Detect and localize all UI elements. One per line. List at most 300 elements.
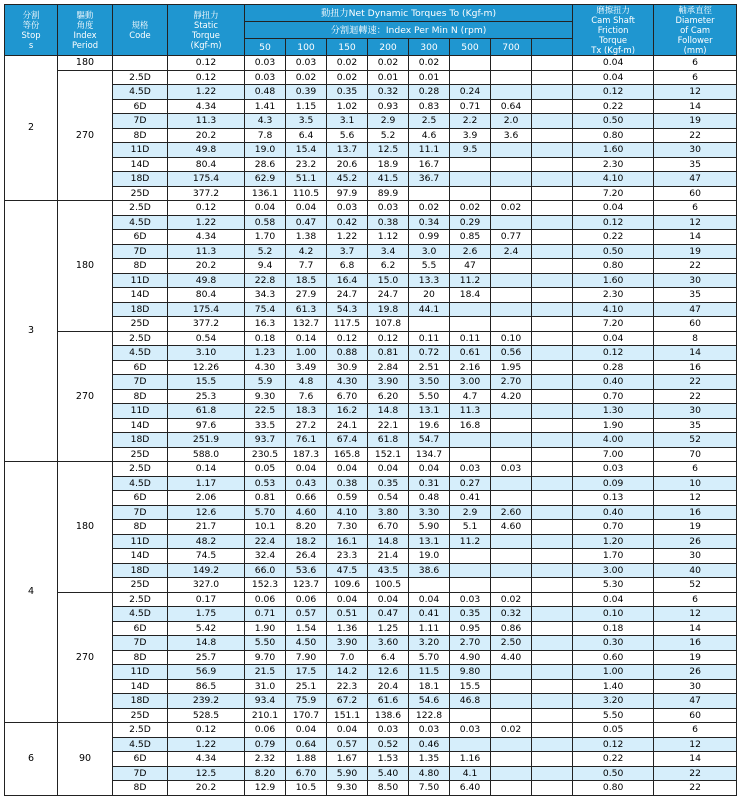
- value-cell: 18.2: [286, 534, 327, 549]
- value-cell: 89.9: [368, 186, 409, 201]
- value-cell: 3.4: [368, 244, 409, 259]
- value-cell: 5.6: [327, 128, 368, 143]
- value-cell: [532, 737, 573, 752]
- value-cell: 0.02: [491, 201, 532, 216]
- value-cell: 9.30: [245, 389, 286, 404]
- value-cell: 12.5: [368, 143, 409, 158]
- value-cell: [532, 534, 573, 549]
- value-cell: 4.34: [168, 752, 245, 767]
- value-cell: 34.3: [245, 288, 286, 303]
- header-rpm-300: 300: [409, 39, 450, 56]
- value-cell: 251.9: [168, 433, 245, 448]
- table-row: [5, 56, 737, 71]
- table-row: [5, 766, 737, 781]
- value-cell: 6.40: [450, 781, 491, 796]
- value-cell: [532, 99, 573, 114]
- value-cell: 18.1: [409, 679, 450, 694]
- code-cell: 8D: [113, 781, 168, 796]
- value-cell: 5.70: [409, 650, 450, 665]
- header-static-torque: 靜扭力 Static Torque (Kgf-m): [168, 5, 245, 56]
- value-cell: 30: [654, 143, 737, 158]
- value-cell: 32.4: [245, 549, 286, 564]
- value-cell: 19.6: [409, 418, 450, 433]
- value-cell: 0.79: [245, 737, 286, 752]
- value-cell: 21.7: [168, 520, 245, 535]
- value-cell: 4.7: [450, 389, 491, 404]
- value-cell: 60: [654, 708, 737, 723]
- value-cell: 8.50: [368, 781, 409, 796]
- value-cell: 17.5: [286, 665, 327, 680]
- value-cell: 0.04: [573, 331, 654, 346]
- value-cell: 0.12: [573, 85, 654, 100]
- index-period-cell: 180: [58, 56, 113, 71]
- table-row: [5, 578, 737, 593]
- table-row: [5, 781, 737, 796]
- value-cell: [450, 578, 491, 593]
- value-cell: 20.4: [368, 679, 409, 694]
- value-cell: 6.70: [327, 389, 368, 404]
- table-row: [5, 534, 737, 549]
- value-cell: 0.12: [168, 723, 245, 738]
- value-cell: [532, 766, 573, 781]
- value-cell: [532, 679, 573, 694]
- value-cell: 0.11: [409, 331, 450, 346]
- value-cell: 0.04: [286, 462, 327, 477]
- value-cell: [450, 186, 491, 201]
- value-cell: 230.5: [245, 447, 286, 462]
- value-cell: 1.54: [286, 621, 327, 636]
- code-cell: 14D: [113, 679, 168, 694]
- value-cell: 132.7: [286, 317, 327, 332]
- value-cell: [491, 549, 532, 564]
- code-cell: 8D: [113, 128, 168, 143]
- value-cell: 6: [654, 462, 737, 477]
- value-cell: [491, 766, 532, 781]
- value-cell: 0.38: [368, 215, 409, 230]
- value-cell: 1.23: [245, 346, 286, 361]
- value-cell: 22.3: [327, 679, 368, 694]
- table-row: [5, 172, 737, 187]
- value-cell: 6: [654, 201, 737, 216]
- value-cell: 0.29: [450, 215, 491, 230]
- value-cell: [491, 317, 532, 332]
- table-row: [5, 114, 737, 129]
- value-cell: [450, 563, 491, 578]
- value-cell: 0.03: [368, 201, 409, 216]
- value-cell: 26.4: [286, 549, 327, 564]
- value-cell: 0.77: [491, 230, 532, 245]
- value-cell: 0.18: [573, 621, 654, 636]
- value-cell: [532, 230, 573, 245]
- table-row: [5, 447, 737, 462]
- value-cell: [532, 215, 573, 230]
- value-cell: 1.90: [245, 621, 286, 636]
- table-row: [5, 433, 737, 448]
- table-row: [5, 723, 737, 738]
- value-cell: [491, 259, 532, 274]
- value-cell: 0.12: [573, 737, 654, 752]
- value-cell: 123.7: [286, 578, 327, 593]
- value-cell: 5.70: [245, 505, 286, 520]
- value-cell: 1.90: [573, 418, 654, 433]
- value-cell: 2.06: [168, 491, 245, 506]
- value-cell: 152.3: [245, 578, 286, 593]
- value-cell: 7.90: [286, 650, 327, 665]
- code-cell: 7D: [113, 636, 168, 651]
- value-cell: [491, 302, 532, 317]
- value-cell: 31.0: [245, 679, 286, 694]
- value-cell: 14.8: [368, 404, 409, 419]
- value-cell: 76.1: [286, 433, 327, 448]
- code-cell: 18D: [113, 563, 168, 578]
- code-cell: 7D: [113, 114, 168, 129]
- table-row: [5, 85, 737, 100]
- value-cell: 3.90: [327, 636, 368, 651]
- value-cell: 0.01: [409, 70, 450, 85]
- value-cell: 18.5: [286, 273, 327, 288]
- table-row: [5, 752, 737, 767]
- value-cell: 1.38: [286, 230, 327, 245]
- value-cell: 60: [654, 317, 737, 332]
- value-cell: [532, 56, 573, 71]
- value-cell: [532, 128, 573, 143]
- code-cell: 2.5D: [113, 201, 168, 216]
- value-cell: 24.7: [368, 288, 409, 303]
- value-cell: [532, 157, 573, 172]
- value-cell: 3.50: [409, 375, 450, 390]
- value-cell: [532, 607, 573, 622]
- stops-cell: 2: [5, 56, 58, 201]
- value-cell: 0.66: [286, 491, 327, 506]
- value-cell: 0.46: [409, 737, 450, 752]
- value-cell: 1.60: [573, 143, 654, 158]
- value-cell: [532, 317, 573, 332]
- value-cell: 40: [654, 563, 737, 578]
- value-cell: 22.4: [245, 534, 286, 549]
- value-cell: 107.8: [368, 317, 409, 332]
- value-cell: [532, 201, 573, 216]
- value-cell: 0.03: [450, 462, 491, 477]
- value-cell: 0.12: [168, 70, 245, 85]
- value-cell: 3.80: [368, 505, 409, 520]
- value-cell: 0.02: [327, 70, 368, 85]
- value-cell: 4.20: [491, 389, 532, 404]
- value-cell: 0.03: [450, 592, 491, 607]
- value-cell: 0.09: [573, 476, 654, 491]
- value-cell: [532, 404, 573, 419]
- code-cell: 11D: [113, 404, 168, 419]
- value-cell: 97.6: [168, 418, 245, 433]
- table-row: [5, 346, 737, 361]
- value-cell: 0.12: [168, 56, 245, 71]
- value-cell: 35: [654, 288, 737, 303]
- value-cell: 56.9: [168, 665, 245, 680]
- value-cell: 0.60: [573, 650, 654, 665]
- value-cell: 0.32: [491, 607, 532, 622]
- value-cell: [491, 288, 532, 303]
- value-cell: 0.03: [573, 462, 654, 477]
- value-cell: 5.2: [368, 128, 409, 143]
- value-cell: 54.3: [327, 302, 368, 317]
- value-cell: 0.27: [450, 476, 491, 491]
- value-cell: 0.85: [450, 230, 491, 245]
- value-cell: 0.50: [573, 244, 654, 259]
- value-cell: [491, 186, 532, 201]
- value-cell: 1.00: [286, 346, 327, 361]
- value-cell: 0.02: [409, 56, 450, 71]
- value-cell: 14.8: [168, 636, 245, 651]
- value-cell: 175.4: [168, 302, 245, 317]
- value-cell: 25.1: [286, 679, 327, 694]
- value-cell: [491, 447, 532, 462]
- value-cell: 22: [654, 259, 737, 274]
- value-cell: 0.48: [409, 491, 450, 506]
- value-cell: 11.2: [450, 534, 491, 549]
- stops-cell: 4: [5, 462, 58, 723]
- value-cell: 19.8: [368, 302, 409, 317]
- value-cell: 33.5: [245, 418, 286, 433]
- code-cell: 25D: [113, 317, 168, 332]
- value-cell: [450, 302, 491, 317]
- code-cell: 6D: [113, 230, 168, 245]
- value-cell: 117.5: [327, 317, 368, 332]
- code-cell: 25D: [113, 578, 168, 593]
- value-cell: 61.8: [168, 404, 245, 419]
- value-cell: 67.2: [327, 694, 368, 709]
- value-cell: 1.22: [327, 230, 368, 245]
- value-cell: 2.9: [450, 505, 491, 520]
- value-cell: [450, 157, 491, 172]
- table-row: [5, 491, 737, 506]
- value-cell: 0.03: [409, 723, 450, 738]
- value-cell: 35: [654, 157, 737, 172]
- value-cell: 43.5: [368, 563, 409, 578]
- value-cell: [532, 375, 573, 390]
- value-cell: [532, 563, 573, 578]
- index-period-cell: 270: [58, 592, 113, 723]
- value-cell: 4.3: [245, 114, 286, 129]
- header-friction-torque: 磨擦扭力 Cam Shaft Friction Torque Tx (Kgf-m): [573, 5, 654, 56]
- value-cell: 11.3: [168, 114, 245, 129]
- value-cell: 528.5: [168, 708, 245, 723]
- value-cell: 49.8: [168, 143, 245, 158]
- value-cell: 0.04: [245, 201, 286, 216]
- value-cell: 175.4: [168, 172, 245, 187]
- value-cell: [532, 346, 573, 361]
- value-cell: 152.1: [368, 447, 409, 462]
- code-cell: 8D: [113, 650, 168, 665]
- value-cell: [450, 737, 491, 752]
- value-cell: 16.7: [409, 157, 450, 172]
- value-cell: 1.40: [573, 679, 654, 694]
- value-cell: 0.03: [450, 723, 491, 738]
- value-cell: 20.6: [327, 157, 368, 172]
- value-cell: 0.06: [286, 592, 327, 607]
- value-cell: 0.06: [245, 592, 286, 607]
- table-row: [5, 215, 737, 230]
- value-cell: 3.9: [450, 128, 491, 143]
- value-cell: [491, 85, 532, 100]
- header-rpm-500: 500: [450, 39, 491, 56]
- table-row: [5, 317, 737, 332]
- value-cell: 8.20: [286, 520, 327, 535]
- header-code: 規格 Code: [113, 5, 168, 56]
- value-cell: 0.04: [327, 462, 368, 477]
- value-cell: [491, 215, 532, 230]
- value-cell: 3.1: [327, 114, 368, 129]
- value-cell: 0.52: [368, 737, 409, 752]
- value-cell: 0.39: [286, 85, 327, 100]
- value-cell: 165.8: [327, 447, 368, 462]
- value-cell: 0.05: [573, 723, 654, 738]
- value-cell: 6: [654, 723, 737, 738]
- table-row: [5, 563, 737, 578]
- value-cell: 0.34: [409, 215, 450, 230]
- value-cell: 1.30: [573, 404, 654, 419]
- value-cell: [532, 476, 573, 491]
- value-cell: 54.6: [409, 694, 450, 709]
- value-cell: [491, 563, 532, 578]
- value-cell: 0.03: [286, 56, 327, 71]
- value-cell: 0.93: [368, 99, 409, 114]
- value-cell: [532, 143, 573, 158]
- header-rpm-150: 150: [327, 39, 368, 56]
- value-cell: 0.38: [327, 476, 368, 491]
- value-cell: 2.9: [368, 114, 409, 129]
- value-cell: 26: [654, 665, 737, 680]
- value-cell: 7.50: [409, 781, 450, 796]
- value-cell: [532, 244, 573, 259]
- value-cell: 0.02: [491, 723, 532, 738]
- value-cell: 41.5: [368, 172, 409, 187]
- value-cell: 0.04: [368, 462, 409, 477]
- value-cell: 7.00: [573, 447, 654, 462]
- value-cell: 22: [654, 375, 737, 390]
- value-cell: 4.10: [573, 172, 654, 187]
- header-rpm-200: 200: [368, 39, 409, 56]
- value-cell: 4.8: [286, 375, 327, 390]
- value-cell: 0.22: [573, 752, 654, 767]
- value-cell: 0.30: [573, 636, 654, 651]
- value-cell: 0.03: [368, 723, 409, 738]
- table-row: [5, 157, 737, 172]
- code-cell: 2.5D: [113, 70, 168, 85]
- value-cell: 20.2: [168, 259, 245, 274]
- value-cell: 26: [654, 534, 737, 549]
- value-cell: 12.26: [168, 360, 245, 375]
- value-cell: [450, 549, 491, 564]
- value-cell: 74.5: [168, 549, 245, 564]
- value-cell: 2.16: [450, 360, 491, 375]
- value-cell: 0.12: [168, 201, 245, 216]
- value-cell: [491, 665, 532, 680]
- value-cell: 20.2: [168, 128, 245, 143]
- value-cell: 47.5: [327, 563, 368, 578]
- value-cell: 67.4: [327, 433, 368, 448]
- value-cell: 327.0: [168, 578, 245, 593]
- value-cell: [532, 186, 573, 201]
- value-cell: 4.10: [573, 302, 654, 317]
- value-cell: 70: [654, 447, 737, 462]
- value-cell: 136.1: [245, 186, 286, 201]
- header-rpm-blank: [532, 39, 573, 56]
- value-cell: 0.50: [573, 114, 654, 129]
- table-row: [5, 621, 737, 636]
- value-cell: 0.40: [573, 375, 654, 390]
- value-cell: 6.4: [286, 128, 327, 143]
- value-cell: 110.5: [286, 186, 327, 201]
- value-cell: [491, 433, 532, 448]
- value-cell: 3.00: [573, 563, 654, 578]
- value-cell: 0.02: [327, 56, 368, 71]
- value-cell: 0.32: [368, 85, 409, 100]
- value-cell: 1.70: [245, 230, 286, 245]
- value-cell: 14.8: [368, 534, 409, 549]
- header-rpm-50: 50: [245, 39, 286, 56]
- value-cell: 45.2: [327, 172, 368, 187]
- code-cell: 7D: [113, 375, 168, 390]
- value-cell: 22.1: [368, 418, 409, 433]
- value-cell: 13.1: [409, 404, 450, 419]
- value-cell: [532, 752, 573, 767]
- value-cell: 12: [654, 737, 737, 752]
- value-cell: 0.58: [245, 215, 286, 230]
- table-row: [5, 418, 737, 433]
- value-cell: 9.80: [450, 665, 491, 680]
- value-cell: 1.70: [573, 549, 654, 564]
- value-cell: [491, 418, 532, 433]
- value-cell: 1.22: [168, 85, 245, 100]
- code-cell: 4.5D: [113, 607, 168, 622]
- table-row: [5, 520, 737, 535]
- value-cell: 5.42: [168, 621, 245, 636]
- value-cell: 16: [654, 505, 737, 520]
- value-cell: 0.54: [368, 491, 409, 506]
- table-row: [5, 708, 737, 723]
- index-period-cell: 270: [58, 70, 113, 201]
- value-cell: 11.2: [450, 273, 491, 288]
- header-stops: 分割 等份 Stop s: [5, 5, 58, 56]
- value-cell: 12: [654, 215, 737, 230]
- code-cell: 2.5D: [113, 331, 168, 346]
- value-cell: 0.02: [368, 56, 409, 71]
- code-cell: 25D: [113, 447, 168, 462]
- value-cell: 5.50: [245, 636, 286, 651]
- value-cell: 27.9: [286, 288, 327, 303]
- value-cell: 1.35: [409, 752, 450, 767]
- value-cell: 0.04: [327, 723, 368, 738]
- value-cell: 3.7: [327, 244, 368, 259]
- value-cell: 4.6: [409, 128, 450, 143]
- value-cell: 9.4: [245, 259, 286, 274]
- code-cell: 18D: [113, 172, 168, 187]
- value-cell: 0.04: [327, 592, 368, 607]
- value-cell: 0.18: [245, 331, 286, 346]
- value-cell: 20.2: [168, 781, 245, 796]
- value-cell: 0.04: [573, 70, 654, 85]
- value-cell: 0.56: [491, 346, 532, 361]
- value-cell: 11.5: [409, 665, 450, 680]
- table-row: [5, 288, 737, 303]
- table-row: [5, 679, 737, 694]
- value-cell: 7.8: [245, 128, 286, 143]
- value-cell: 5.50: [573, 708, 654, 723]
- value-cell: 0.17: [168, 592, 245, 607]
- value-cell: 6.4: [368, 650, 409, 665]
- table-row: [5, 70, 737, 85]
- value-cell: 52: [654, 433, 737, 448]
- value-cell: 4.60: [286, 505, 327, 520]
